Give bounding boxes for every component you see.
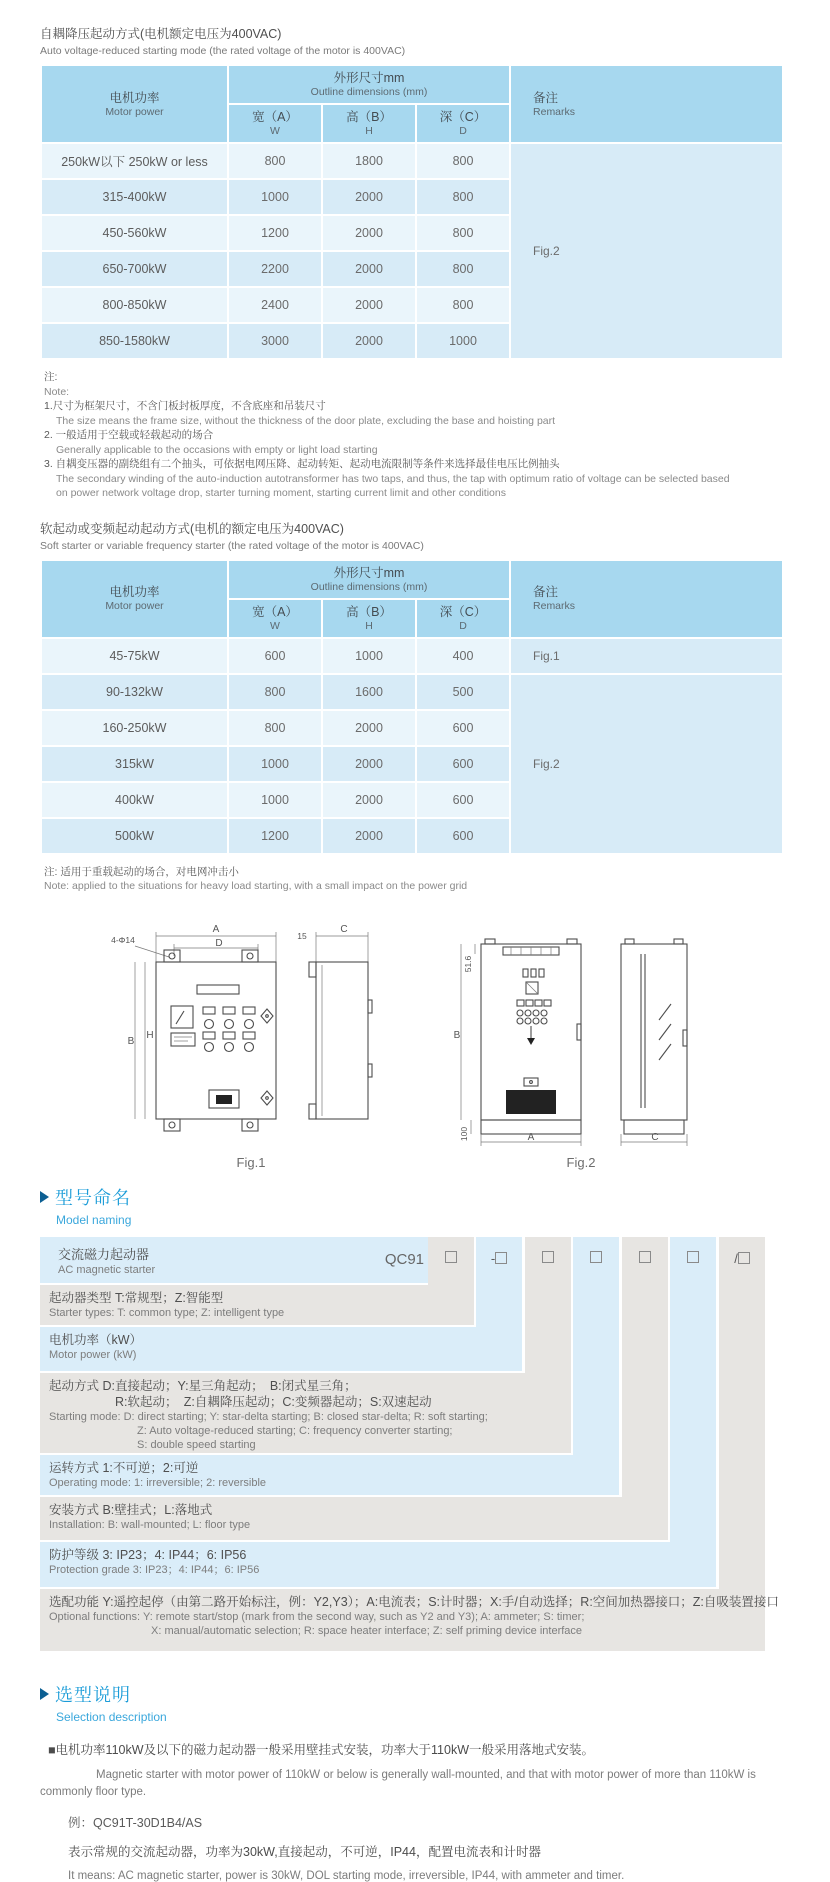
depth-cell: 600 bbox=[417, 783, 509, 817]
naming-line: Motor power (kW) bbox=[49, 1348, 137, 1361]
remarks-header bbox=[511, 66, 782, 142]
height-cell: 2000 bbox=[323, 180, 415, 214]
selection-heading bbox=[40, 1681, 790, 1707]
power-cell: 315-400kW bbox=[42, 180, 227, 214]
width-cell: 1000 bbox=[229, 747, 321, 781]
height-cell: 2000 bbox=[323, 324, 415, 358]
code-box bbox=[445, 1251, 457, 1263]
svg-text:C: C bbox=[651, 1131, 659, 1143]
naming-row-starter-type bbox=[40, 1285, 474, 1325]
svg-text:15: 15 bbox=[297, 930, 307, 941]
code-box bbox=[495, 1252, 507, 1264]
note-line: The size means the frame size, without the thickness of the door plate, excluding the base and hoisting part bbox=[56, 414, 556, 427]
svg-text:B: B bbox=[453, 1029, 461, 1041]
depth-cell: 800 bbox=[417, 144, 509, 178]
selection-bullet-zh: ■电机功率110kW及以下的磁力起动器一般采用壁挂式安装，功率大于110kW一般采用落地式安装。 bbox=[48, 1742, 595, 1757]
section1-title-zh: 自耦降压起动方式(电机额定电压为400VAC) bbox=[40, 27, 282, 41]
width-cell: 1000 bbox=[229, 783, 321, 817]
model-naming-title-zh: 型号命名 bbox=[55, 1187, 131, 1208]
naming-line: 选配功能 Y:遥控起停（由第二路开始标注，例：Y2,Y3）；A:电流表；S:计时器；X:手/自动选择；R:空间加热器接口；Z:自吸装置接口 bbox=[49, 1594, 779, 1609]
width-cell: 800 bbox=[229, 144, 321, 178]
selection-example: 例：QC91T-30D1B4/AS bbox=[68, 1815, 203, 1830]
box-prefix: / bbox=[734, 1250, 738, 1266]
section2-title-en: Soft starter or variable frequency starter (the rated voltage of the motor is 400VAC) bbox=[40, 539, 424, 552]
width-cell: 600 bbox=[229, 639, 321, 673]
naming-line: Optional functions: Y: remote start/stop (mark from the second way, such as Y2 and Y3); A: ammeter; S: timer; bbox=[49, 1610, 585, 1623]
naming-line: 起动方式 D:直接起动；Y:星三角起动； B:闭式星三角； bbox=[49, 1378, 357, 1393]
height-cell: 1000 bbox=[323, 639, 415, 673]
height-cell: 2000 bbox=[323, 783, 415, 817]
note-line: 注: bbox=[44, 371, 58, 383]
code-box bbox=[687, 1251, 699, 1263]
code-box bbox=[542, 1251, 554, 1263]
svg-text:4-Φ14: 4-Φ14 bbox=[111, 934, 135, 945]
note-line: 1.尺寸为框架尺寸，不含门板封板厚度，不含底座和吊装尺寸 bbox=[44, 400, 326, 412]
naming-line: 安装方式 B:壁挂式；L:落地式 bbox=[49, 1502, 213, 1517]
power-cell: 400kW bbox=[42, 783, 227, 817]
svg-text:100: 100 bbox=[459, 1126, 469, 1141]
naming-code: QC91 bbox=[384, 1251, 424, 1268]
naming-line: 运转方式 1:不可逆；2:可逆 bbox=[49, 1460, 199, 1475]
naming-line: 防护等级 3: IP23；4: IP44；6: IP56 bbox=[49, 1547, 247, 1562]
box-prefix: - bbox=[490, 1250, 496, 1266]
naming-line: Starter types: T: common type; Z: intelligent type bbox=[49, 1306, 285, 1319]
naming-stripe-installation bbox=[622, 1237, 668, 1499]
width-cell: 800 bbox=[229, 711, 321, 745]
svg-text:D: D bbox=[215, 937, 223, 949]
motor-power-header-en: Motor power bbox=[105, 105, 164, 118]
power-cell: 315kW bbox=[42, 747, 227, 781]
width-cell: 1200 bbox=[229, 819, 321, 853]
outline-header-zh: 外形尺寸mm bbox=[333, 71, 405, 85]
naming-line: Operating mode: 1: irreversible; 2: reversible bbox=[49, 1476, 267, 1489]
naming-line: S: double speed starting bbox=[137, 1438, 256, 1451]
remarks-cell: Fig.2 bbox=[511, 144, 782, 358]
remarks-cell: Fig.2 bbox=[511, 675, 782, 853]
naming-row-optional-functions bbox=[40, 1589, 779, 1651]
naming-row-installation bbox=[40, 1497, 668, 1540]
note-line: 2. 一般适用于空载或轻载起动的场合 bbox=[44, 429, 214, 441]
table2-notes bbox=[44, 865, 744, 894]
arrow-bullet-icon bbox=[40, 1191, 49, 1203]
naming-line: Protection grade 3: IP23；4: IP44；6: IP56 bbox=[49, 1563, 260, 1576]
naming-line: Installation: B: wall-mounted; L: floor type bbox=[49, 1518, 251, 1531]
height-header: 高（B） H bbox=[323, 600, 415, 637]
naming-stripe-starting-mode bbox=[525, 1237, 571, 1375]
naming-stripe-motor-power bbox=[476, 1237, 522, 1329]
fig2-caption: Fig.2 bbox=[566, 1154, 596, 1170]
product-name-en: AC magnetic starter bbox=[58, 1264, 156, 1276]
depth-cell: 800 bbox=[417, 180, 509, 214]
width-cell: 800 bbox=[229, 675, 321, 709]
selection-example-desc-zh: 表示常规的交流起动器，功率为30kW,直接起动，不可逆，IP44，配置电流表和计时器 bbox=[68, 1844, 541, 1859]
depth-header: 深（C） D bbox=[417, 105, 509, 142]
depth-cell: 800 bbox=[417, 216, 509, 250]
power-cell: 160-250kW bbox=[42, 711, 227, 745]
auto-voltage-dimension-table bbox=[40, 64, 784, 360]
power-cell: 850-1580kW bbox=[42, 324, 227, 358]
width-cell: 3000 bbox=[229, 324, 321, 358]
section1-title-en: Auto voltage-reduced starting mode (the rated voltage of the motor is 400VAC) bbox=[40, 45, 406, 57]
fig1-caption: Fig.1 bbox=[236, 1154, 266, 1170]
remarks-header-zh: 备注 bbox=[533, 90, 559, 105]
height-cell: 2000 bbox=[323, 711, 415, 745]
model-naming-title-en: Model naming bbox=[56, 1212, 132, 1227]
depth-cell: 600 bbox=[417, 819, 509, 853]
power-cell: 90-132kW bbox=[42, 675, 227, 709]
remarks-header: 备注 Remarks bbox=[511, 561, 782, 637]
width-cell: 1200 bbox=[229, 216, 321, 250]
power-cell: 500kW bbox=[42, 819, 227, 853]
naming-line: R:软起动； Z:自耦降压起动；C:变频器起动；S:双速起动 bbox=[115, 1394, 432, 1409]
naming-stripe-starter-type bbox=[428, 1237, 474, 1285]
fig1-block bbox=[86, 912, 416, 1170]
depth-cell: 800 bbox=[417, 252, 509, 286]
fig2-drawing bbox=[431, 912, 731, 1148]
naming-line: 电机功率（kW） bbox=[49, 1332, 143, 1347]
svg-text:A: A bbox=[527, 1131, 535, 1143]
naming-stripe-optional-functions bbox=[719, 1237, 765, 1591]
table-row bbox=[42, 144, 782, 178]
height-header: 高（B） H bbox=[323, 105, 415, 142]
motor-power-header-zh: 电机功率 bbox=[109, 90, 160, 105]
note-line: 注: 适用于重载起动的场合，对电网冲击小 bbox=[44, 865, 239, 878]
note-line: 3. 自耦变压器的副绕组有二个抽头，可依据电网压降、起动转矩、起动电流限制等条件来选择最佳电压比例抽头 bbox=[44, 458, 560, 470]
fig2-block bbox=[416, 912, 746, 1170]
svg-text:C: C bbox=[340, 923, 348, 935]
note-line: Note: applied to the situations for heavy load starting, with a small impact on the power grid bbox=[44, 880, 468, 892]
depth-cell: 600 bbox=[417, 711, 509, 745]
soft-starter-dimension-table bbox=[40, 559, 784, 855]
depth-cell: 1000 bbox=[417, 324, 509, 358]
arrow-bullet-icon bbox=[40, 1688, 49, 1700]
fig1-drawing bbox=[101, 912, 401, 1148]
table-row bbox=[42, 639, 782, 673]
height-cell: 1600 bbox=[323, 675, 415, 709]
width-cell: 2200 bbox=[229, 252, 321, 286]
naming-line: Z: Auto voltage-reduced starting; C: frequency converter starting; bbox=[137, 1424, 453, 1437]
outline-dimensions-header bbox=[229, 66, 509, 103]
naming-stripe-protection-grade bbox=[670, 1237, 716, 1544]
outline-header-en: Outline dimensions (mm) bbox=[310, 86, 428, 98]
width-cell: 2400 bbox=[229, 288, 321, 322]
depth-cell: 600 bbox=[417, 747, 509, 781]
naming-row-operating-mode bbox=[40, 1455, 619, 1495]
power-cell: 45-75kW bbox=[42, 639, 227, 673]
table-header-row bbox=[42, 561, 782, 598]
width-header: 宽（A） W bbox=[229, 600, 321, 637]
motor-power-header bbox=[42, 66, 227, 142]
depth-cell: 500 bbox=[417, 675, 509, 709]
code-box bbox=[738, 1252, 750, 1264]
code-box bbox=[590, 1251, 602, 1263]
remarks-cell: Fig.1 bbox=[511, 639, 782, 673]
table1-notes bbox=[44, 370, 744, 501]
naming-row-protection-grade bbox=[40, 1542, 716, 1587]
depth-cell: 800 bbox=[417, 288, 509, 322]
selection-example-desc-en: It means: AC magnetic starter, power is 30kW, DOL starting mode, irreversible, IP44, with ammeter and timer. bbox=[68, 1869, 625, 1882]
power-cell: 800-850kW bbox=[42, 288, 227, 322]
motor-power-header: 电机功率 Motor power bbox=[42, 561, 227, 637]
note-line: Generally applicable to the occasions with empty or light load starting bbox=[56, 443, 378, 456]
height-cell: 1800 bbox=[323, 144, 415, 178]
power-cell: 250kW以下 250kW or less bbox=[42, 144, 227, 178]
height-cell: 2000 bbox=[323, 819, 415, 853]
depth-header: 深（C） D bbox=[417, 600, 509, 637]
height-cell: 2000 bbox=[323, 288, 415, 322]
naming-row-starting-mode bbox=[40, 1373, 571, 1453]
remarks-header-en: Remarks bbox=[533, 105, 576, 118]
power-cell: 450-560kW bbox=[42, 216, 227, 250]
outline-dimensions-header: 外形尺寸mm Outline dimensions (mm) bbox=[229, 561, 509, 598]
svg-text:51.6: 51.6 bbox=[463, 955, 473, 972]
note-line: The secondary winding of the auto-induction autotransformer has two taps, and thus, the tap with optimum ratio of voltage can be selected based on power network voltage drop, starter turning moment, starting current limit and other conditions bbox=[56, 472, 730, 499]
model-naming-heading bbox=[40, 1184, 790, 1210]
naming-product-row bbox=[40, 1237, 428, 1283]
table-row bbox=[42, 675, 782, 709]
width-cell: 1000 bbox=[229, 180, 321, 214]
height-cell: 2000 bbox=[323, 747, 415, 781]
svg-text:A: A bbox=[212, 923, 220, 935]
svg-text:H: H bbox=[146, 1029, 154, 1041]
product-name-zh: 交流磁力起动器 bbox=[58, 1247, 150, 1262]
section2-title-zh: 软起动或变频起动起动方式(电机的额定电压为400VAC) bbox=[40, 521, 344, 536]
naming-line: 起动器类型 T:常规型；Z:智能型 bbox=[49, 1290, 224, 1305]
selection-title-zh: 选型说明 bbox=[55, 1684, 131, 1705]
selection-bullet-en: Magnetic starter with motor power of 110kW or below is generally wall-mounted, and that with motor power of more than 110kW is commonly floor type. bbox=[40, 1768, 756, 1798]
table-header-row bbox=[42, 66, 782, 103]
naming-line: Starting mode: D: direct starting; Y: star-delta starting; B: closed star-delta; R: soft starting; bbox=[49, 1410, 488, 1423]
depth-cell: 400 bbox=[417, 639, 509, 673]
height-cell: 2000 bbox=[323, 216, 415, 250]
svg-text:B: B bbox=[127, 1035, 135, 1047]
note-line: Note: bbox=[44, 385, 70, 398]
naming-line: X: manual/automatic selection; R: space heater interface; Z: self priming device interface bbox=[151, 1624, 583, 1637]
figures-row bbox=[86, 912, 790, 1170]
power-cell: 650-700kW bbox=[42, 252, 227, 286]
height-cell: 2000 bbox=[323, 252, 415, 286]
width-header: 宽（A） W bbox=[229, 105, 321, 142]
selection-title-en: Selection description bbox=[56, 1709, 167, 1724]
naming-stripe-operating-mode bbox=[573, 1237, 619, 1457]
model-naming-diagram bbox=[40, 1237, 782, 1655]
code-box bbox=[639, 1251, 651, 1263]
naming-row-motor-power bbox=[40, 1327, 522, 1371]
